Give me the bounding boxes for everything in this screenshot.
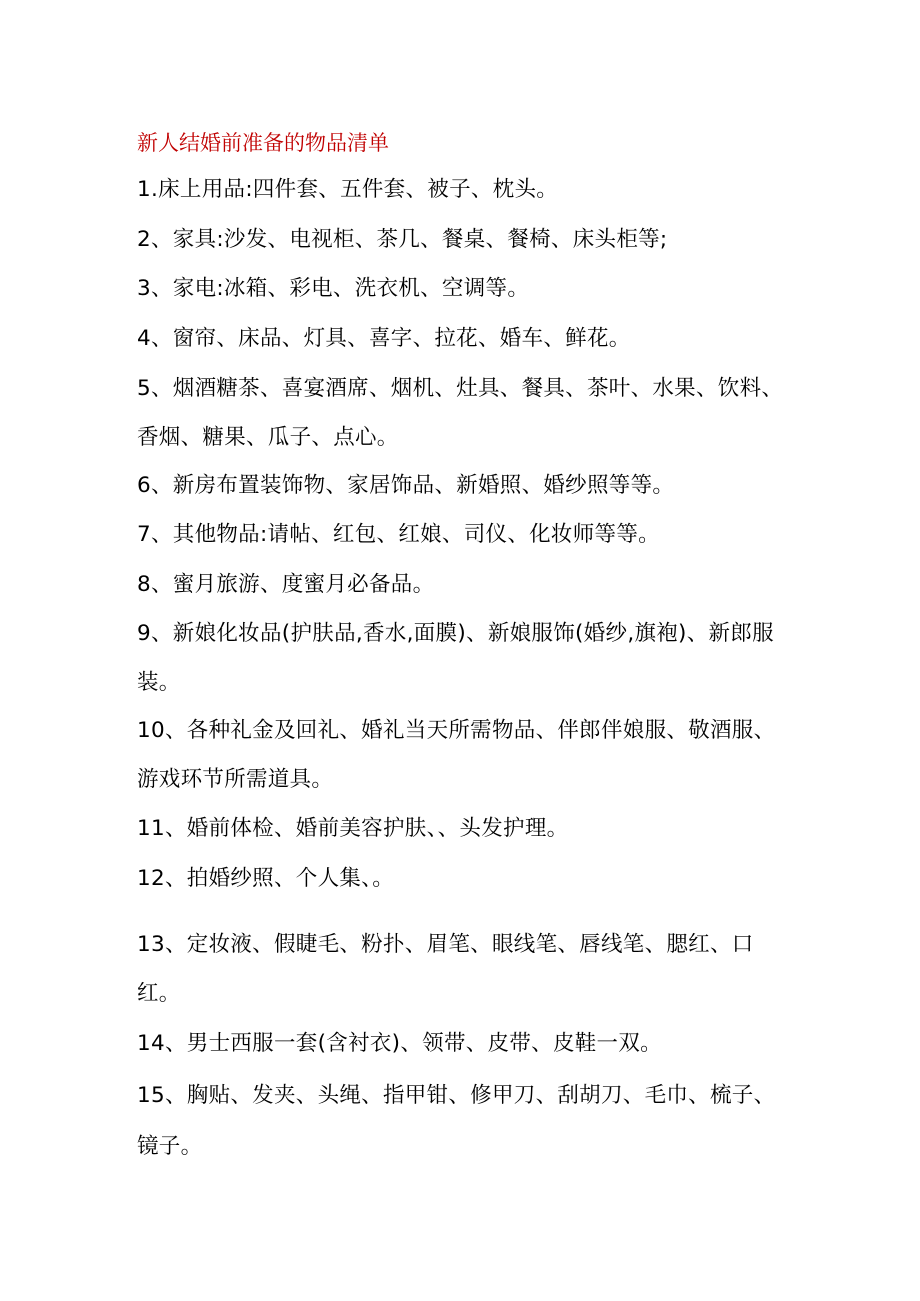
list-item-9 xyxy=(137,609,787,707)
list-item-4 xyxy=(137,314,787,363)
item-number: 5、 xyxy=(137,376,173,401)
item-number: 8、 xyxy=(137,572,173,597)
item-text: 婚前体检、婚前美容护肤、、头发护理。 xyxy=(186,816,569,841)
item-text: 其他物品:请帖、红包、红娘、司仪、化妆师等等。 xyxy=(172,522,660,547)
item-number: 1. xyxy=(137,177,159,202)
item-text: 家电:冰箱、彩电、洗衣机、空调等。 xyxy=(172,276,530,301)
list-item-12 xyxy=(137,854,787,903)
item-number: 4、 xyxy=(137,326,173,351)
item-number: 2、 xyxy=(137,227,173,252)
list-item-8 xyxy=(137,560,787,609)
item-number: 14、 xyxy=(137,1031,187,1056)
list-item-7 xyxy=(137,510,787,559)
item-text: 烟酒糖茶、喜宴酒席、烟机、灶具、餐具、茶叶、水果、饮料、香烟、糖果、瓜子、点心。 xyxy=(137,376,784,450)
item-text: 各种礼金及回礼、婚礼当天所需物品、伴郎伴娘服、敬酒服、游戏环节所需道具。 xyxy=(137,718,776,792)
item-text: 窗帘、床品、灯具、喜字、拉花、婚车、鲜花。 xyxy=(172,326,631,351)
item-text: 拍婚纱照、个人集、。 xyxy=(186,866,395,891)
document-title: 新人结婚前准备的物品清单 xyxy=(137,131,389,155)
item-text: 新娘化妆品(护肤品,香水,面膜)、新娘服饰(婚纱,旗袍)、新郎服装。 xyxy=(137,621,774,695)
list-item-10 xyxy=(137,706,787,804)
item-number: 9、 xyxy=(137,621,173,646)
item-text: 家具:沙发、电视柜、茶几、餐桌、餐椅、床头柜等; xyxy=(172,227,668,252)
list-item-11 xyxy=(137,804,787,853)
list-item-6 xyxy=(137,461,787,510)
item-number: 11、 xyxy=(137,816,187,841)
item-text: 男士西服一套(含衬衣)、领带、皮带、皮鞋一双。 xyxy=(186,1031,662,1056)
list-item-3 xyxy=(137,264,787,313)
item-number: 6、 xyxy=(137,473,173,498)
list-item-2 xyxy=(137,215,787,264)
item-text: 胸贴、发夹、头绳、指甲钳、修甲刀、刮胡刀、毛巾、梳子、镜子。 xyxy=(137,1083,776,1159)
item-text: 蜜月旅游、度蜜月必备品。 xyxy=(172,572,435,597)
item-text: 新房布置装饰物、家居饰品、新婚照、婚纱照等等。 xyxy=(172,473,675,498)
list-item-1 xyxy=(137,165,787,214)
item-text: 定妆液、假睫毛、粉扑、眉笔、眼线笔、唇线笔、腮红、口红。 xyxy=(137,932,754,1006)
list-item-13 xyxy=(137,920,787,1018)
list-item-15 xyxy=(137,1070,787,1172)
item-number: 10、 xyxy=(137,718,187,743)
item-number: 7、 xyxy=(137,522,173,547)
item-number: 13、 xyxy=(137,932,187,957)
list-item-5 xyxy=(137,364,787,462)
item-number: 12、 xyxy=(137,866,187,891)
item-number: 3、 xyxy=(137,276,173,301)
list-item-14 xyxy=(137,1019,787,1068)
item-text: 床上用品:四件套、五件套、被子、枕头。 xyxy=(158,177,559,202)
item-number: 15、 xyxy=(137,1083,187,1108)
